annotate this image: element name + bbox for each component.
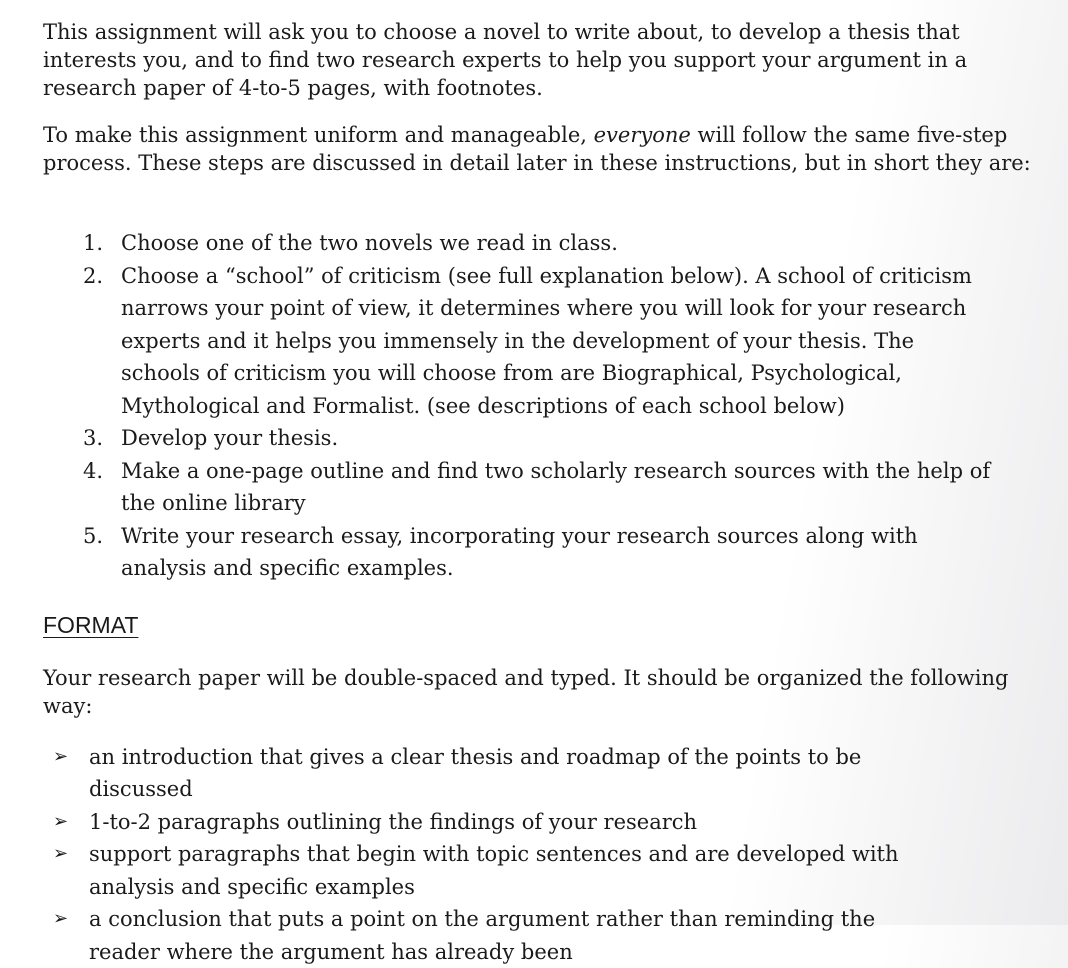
step-item-5	[43, 520, 1043, 585]
bullet-text: a conclusion that puts a point on the argument rather than reminding the reader where the argument has already been	[89, 903, 949, 968]
step-item-2	[43, 260, 1043, 423]
format-bullet-item-2	[43, 806, 1043, 839]
format-intro: Your research paper will be double-spaced and typed. It should be organized the following way:	[43, 664, 1043, 720]
step-item-3	[43, 422, 1043, 455]
format-bullet-item-1	[43, 741, 1043, 806]
format-bullet-item-4	[43, 903, 1043, 968]
arrowhead-bullet-icon: ➢	[53, 806, 89, 839]
document-page	[43, 18, 1043, 968]
arrowhead-bullet-icon: ➢	[53, 903, 89, 968]
step-item-1	[43, 227, 1043, 260]
step-text: Develop your thesis.	[121, 422, 991, 455]
step-number: 1.	[83, 227, 121, 260]
format-bullet-item-3	[43, 838, 1043, 903]
step-number: 3.	[83, 422, 121, 455]
bullet-text: 1-to-2 paragraphs outlining the findings of your research	[89, 806, 949, 839]
intro-paragraph-2-end: will follow the same five-step process. These steps are discussed in detail later in these instructions, but in short they are:	[43, 123, 1031, 175]
step-text: Choose one of the two novels we read in class.	[121, 227, 991, 260]
step-text: Make a one-page outline and find two scholarly research sources with the help of the online library	[121, 455, 991, 520]
step-number: 4.	[83, 455, 121, 520]
format-heading: FORMAT	[43, 610, 1043, 640]
bullet-text: support paragraphs that begin with topic sentences and are developed with analysis and specific examples	[89, 838, 949, 903]
step-number: 5.	[83, 520, 121, 585]
step-number: 2.	[83, 260, 121, 423]
arrowhead-bullet-icon: ➢	[53, 838, 89, 903]
step-text: Choose a “school” of criticism (see full explanation below). A school of criticism narrows your point of view, it determines where you will look for your research experts and it helps you immensely in the development of your thesis. The schools of criticism you will choose from are Biographical, Psychological, Mythological and Formalist. (see descriptions of each school below)	[121, 260, 991, 423]
intro-paragraph-1: This assignment will ask you to choose a novel to write about, to develop a thesis that interests you, and to find two research experts to help you support your argument in a research paper of 4-to-5 pages, with footnotes.	[43, 18, 1043, 102]
intro-paragraph-2-emphasis: everyone	[594, 123, 691, 147]
bullet-text: an introduction that gives a clear thesis and roadmap of the points to be discussed	[89, 741, 949, 806]
step-text: Write your research essay, incorporating your research sources along with analysis and specific examples.	[121, 520, 991, 585]
steps-list	[43, 227, 1043, 585]
format-bullet-list	[43, 741, 1043, 968]
step-item-4	[43, 455, 1043, 520]
intro-paragraph-2	[43, 121, 1043, 177]
arrowhead-bullet-icon: ➢	[53, 741, 89, 806]
intro-paragraph-2-start: To make this assignment uniform and manageable,	[43, 123, 594, 147]
